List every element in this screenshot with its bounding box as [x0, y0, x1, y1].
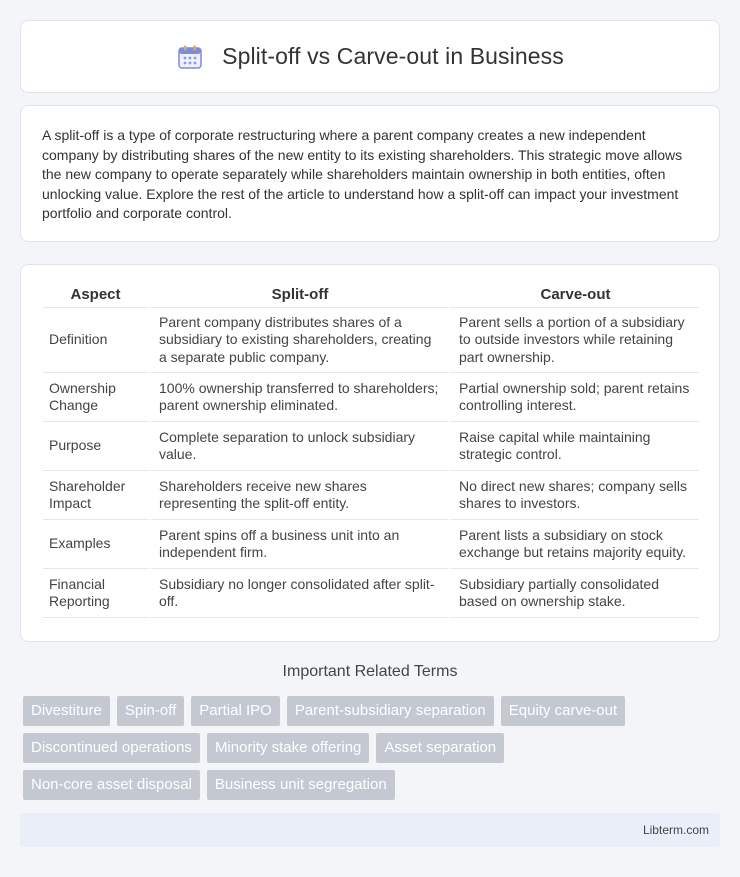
- carve-out-cell: No direct new shares; company sells shares to investors.: [448, 471, 699, 520]
- table-row: [43, 308, 699, 373]
- aspect-cell: Definition: [43, 308, 148, 373]
- aspect-cell: Purpose: [43, 422, 148, 471]
- intro-text: A split-off is a type of corporate restructuring where a parent company creates a new independent company by distributing shares of the new entity to its existing shareholders. This strategic move allows the new company to operate separately while shareholders maintain ownership in both entities, often unlocking value. Explore the rest of the article to understand how a split-off can impact your investment portfolio and corporate control.: [42, 127, 683, 222]
- related-terms: [23, 696, 723, 807]
- tag-partial-ipo[interactable]: Partial IPO: [191, 696, 280, 726]
- carve-out-cell: Subsidiary partially consolidated based on ownership stake.: [448, 569, 699, 618]
- split-off-cell: Shareholders receive new shares representing the split-off entity.: [148, 471, 448, 520]
- tag-parent-subsidiary-separation[interactable]: Parent-subsidiary separation: [287, 696, 494, 726]
- page-title: Split-off vs Carve-out in Business: [222, 43, 564, 69]
- aspect-cell: Examples: [43, 520, 148, 569]
- header-card: [20, 20, 720, 93]
- comparison-table: [43, 286, 699, 618]
- header-split-off: Split-off: [148, 286, 448, 308]
- table-row: [43, 471, 699, 520]
- carve-out-cell: Parent sells a portion of a subsidiary to outside investors while retaining part ownership.: [448, 308, 699, 373]
- aspect-cell: Financial Reporting: [43, 569, 148, 618]
- tag-asset-separation[interactable]: Asset separation: [376, 733, 504, 763]
- table-row: [43, 569, 699, 618]
- tag-discontinued-operations[interactable]: Discontinued operations: [23, 733, 200, 763]
- calendar-icon: [176, 43, 204, 71]
- tag-divestiture[interactable]: Divestiture: [23, 696, 110, 726]
- split-off-cell: 100% ownership transferred to shareholders; parent ownership eliminated.: [148, 373, 448, 422]
- tag-equity-carve-out[interactable]: Equity carve-out: [501, 696, 625, 726]
- tag-non-core-asset-disposal[interactable]: Non-core asset disposal: [23, 770, 200, 800]
- carve-out-cell: Parent lists a subsidiary on stock exchange but retains majority equity.: [448, 520, 699, 569]
- header-aspect: Aspect: [43, 286, 148, 308]
- header-carve-out: Carve-out: [448, 286, 699, 308]
- comparison-table-card: [20, 264, 720, 642]
- tag-spin-off[interactable]: Spin-off: [117, 696, 184, 726]
- table-row: [43, 520, 699, 569]
- tag-row: [23, 770, 723, 800]
- split-off-cell: Complete separation to unlock subsidiary value.: [148, 422, 448, 471]
- footer-site-link[interactable]: Libterm.com: [642, 823, 709, 837]
- tag-business-unit-segregation[interactable]: Business unit segregation: [207, 770, 395, 800]
- split-off-cell: Parent spins off a business unit into an independent firm.: [148, 520, 448, 569]
- table-row: [43, 373, 699, 422]
- split-off-cell: Parent company distributes shares of a subsidiary to existing shareholders, creating a separate public company.: [148, 308, 448, 373]
- tag-minority-stake-offering[interactable]: Minority stake offering: [207, 733, 369, 763]
- related-terms-title: Important Related Terms: [282, 663, 458, 680]
- carve-out-cell: Partial ownership sold; parent retains controlling interest.: [448, 373, 699, 422]
- table-row: [43, 422, 699, 471]
- footer: [20, 813, 720, 847]
- aspect-cell: Shareholder Impact: [43, 471, 148, 520]
- tag-row: [23, 733, 723, 763]
- tag-row: [23, 696, 723, 726]
- carve-out-cell: Raise capital while maintaining strategic control.: [448, 422, 699, 471]
- table-header-row: [43, 286, 699, 308]
- aspect-cell: Ownership Change: [43, 373, 148, 422]
- split-off-cell: Subsidiary no longer consolidated after split-off.: [148, 569, 448, 618]
- header: [176, 43, 564, 71]
- intro-card: [20, 105, 720, 242]
